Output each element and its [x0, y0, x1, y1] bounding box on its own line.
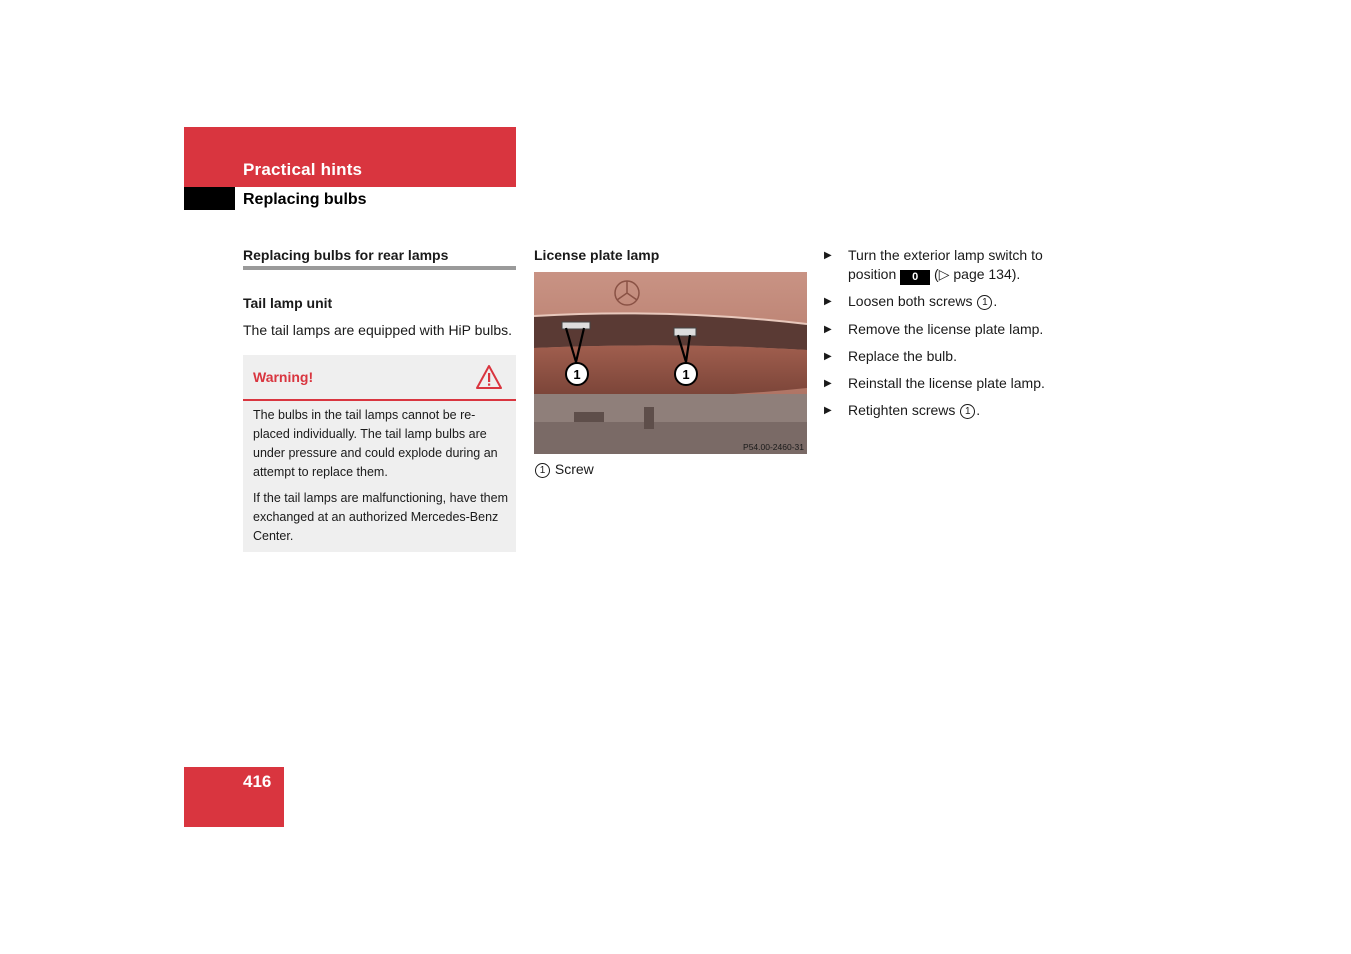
step-text: Retighten screws	[848, 402, 956, 418]
figure-code: P54.00-2460-31	[743, 442, 804, 452]
subsection-title: Replacing bulbs	[243, 191, 367, 208]
warning-paragraph: The bulbs in the tail lamps cannot be re-placed individually. The tail lamp bulbs are under pressure and could explode during an attempt to replace them.	[253, 408, 498, 479]
step-punctuation: .	[993, 293, 998, 309]
step-punctuation: .	[976, 402, 981, 418]
rear-lamps-heading: Replacing bulbs for rear lamps	[243, 247, 449, 263]
hip-bulbs-text: The tail lamps are equipped with HiP bulbs.	[243, 322, 513, 338]
caption-number: 1	[535, 463, 550, 478]
bullet-arrow-icon: ▶	[824, 296, 832, 307]
tail-lamp-subheading: Tail lamp unit	[243, 295, 333, 311]
bullet-arrow-icon: ▶	[824, 351, 832, 362]
heading-rule	[243, 266, 516, 270]
figure-caption	[534, 461, 594, 478]
warning-triangle-icon	[475, 364, 503, 390]
step-text: Reinstall the license plate lamp.	[848, 375, 1045, 391]
step-text: Remove the license plate lamp.	[848, 321, 1044, 337]
warning-box	[243, 355, 516, 552]
page-number: 416	[243, 772, 272, 791]
bullet-arrow-icon: ▶	[824, 250, 832, 261]
step-text: Turn the exterior lamp switch to position	[848, 247, 1043, 282]
bullet-arrow-icon: ▶	[824, 324, 832, 335]
license-plate-heading: License plate lamp	[534, 247, 660, 263]
license-plate-lamp-photo	[534, 272, 807, 454]
warning-header	[243, 355, 516, 401]
warning-label: Warning!	[253, 369, 314, 385]
callout-screw-right: 1	[682, 367, 690, 382]
callout-screw-left: 1	[573, 367, 581, 382]
header-marker	[184, 187, 235, 210]
bullet-arrow-icon: ▶	[824, 405, 832, 416]
trunk-illustration	[534, 272, 807, 454]
step-text: Replace the bulb.	[848, 348, 957, 364]
screw-reference-number: 1	[960, 404, 975, 419]
warning-body	[253, 406, 509, 553]
warning-paragraph: If the tail lamps are malfunctioning, have them exchanged at an authorized Mercedes-Benz Center.	[253, 491, 508, 543]
switch-position-badge: 0	[900, 270, 930, 285]
page-reference[interactable]: (▷ page 134).	[934, 266, 1021, 282]
bullet-arrow-icon: ▶	[824, 378, 832, 389]
section-title: Practical hints	[243, 160, 363, 179]
screw-reference-number: 1	[977, 295, 992, 310]
caption-text: Screw	[554, 461, 594, 477]
step-text: Loosen both screws	[848, 293, 973, 309]
